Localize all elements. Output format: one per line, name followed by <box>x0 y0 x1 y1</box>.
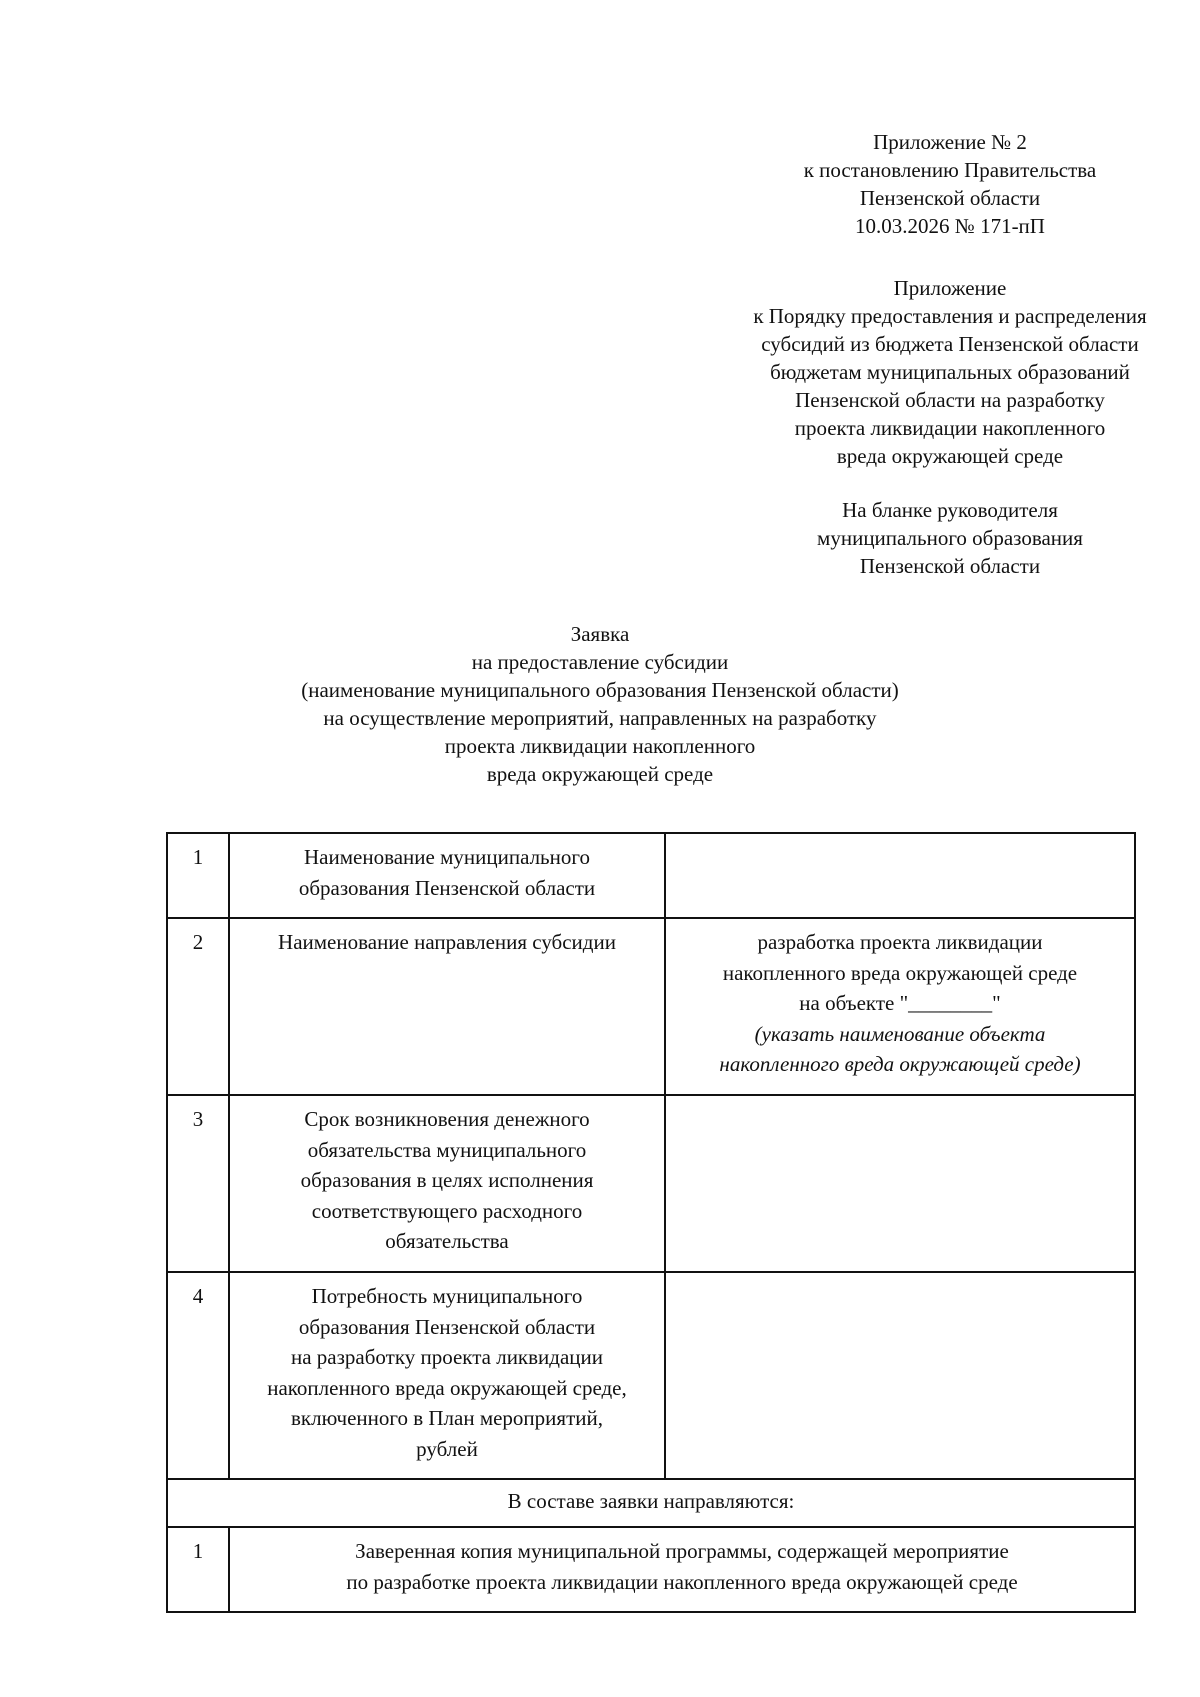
row-value-empty <box>665 1272 1135 1479</box>
label-line: Наименование муниципального <box>304 845 590 869</box>
application-form-table <box>166 832 1136 1613</box>
value-note-line: накопленного вреда окружающей среде) <box>719 1052 1081 1076</box>
label-line: образования в целях исполнения <box>300 1168 594 1192</box>
table-row <box>167 1095 1135 1272</box>
appendix-2-header <box>700 128 1200 240</box>
label-line: обязательства <box>385 1229 509 1253</box>
header-line: субсидий из бюджета Пензенской области <box>761 332 1139 356</box>
table-row <box>167 833 1135 918</box>
header-line: проекта ликвидации накопленного <box>794 416 1106 440</box>
letterhead-line: Пензенской области <box>859 554 1041 578</box>
attachment-number: 1 <box>167 1527 229 1612</box>
label-line: обязательства муниципального <box>307 1137 587 1162</box>
label-line: на разработку проекта ликвидации <box>290 1345 604 1369</box>
title-line: Заявка <box>570 622 630 646</box>
header-line: Приложение № 2 <box>873 130 1027 154</box>
section-header: В составе заявки направляются: <box>167 1479 1135 1527</box>
table-row <box>167 918 1135 1095</box>
value-line: на объекте "________" <box>799 991 1001 1015</box>
label-line: образования Пензенской области <box>298 1314 596 1339</box>
label-line: рублей <box>416 1436 478 1461</box>
title-line: на предоставление субсидии <box>471 650 729 674</box>
attachment-text <box>229 1527 1135 1612</box>
row-value <box>665 918 1135 1095</box>
row-value-empty <box>665 833 1135 918</box>
row-number: 2 <box>167 918 229 1095</box>
row-label <box>229 833 665 918</box>
header-line: Приложение <box>893 276 1007 300</box>
row-number: 3 <box>167 1095 229 1272</box>
letterhead-note <box>700 496 1200 580</box>
row-label <box>229 918 665 1095</box>
row-number: 4 <box>167 1272 229 1479</box>
label-line: включенного в План мероприятий, <box>291 1406 603 1430</box>
label-line: накопленного вреда окружающей среде, <box>267 1375 627 1400</box>
row-label <box>229 1095 665 1272</box>
row-label <box>229 1272 665 1479</box>
label-line: соответствующего расходного <box>311 1198 583 1223</box>
value-line: накопленного вреда окружающей среде <box>722 960 1078 985</box>
header-line: Пензенской области <box>859 186 1041 210</box>
row-value-empty <box>665 1095 1135 1272</box>
decree-date-number: 10.03.2026 № 171-пП <box>855 214 1045 238</box>
row-number: 1 <box>167 833 229 918</box>
attachment-line: Заверенная копия муниципальной программы, содержащей мероприятие <box>355 1539 1009 1563</box>
letterhead-line: На бланке руководителя <box>842 498 1058 522</box>
label-line: образования Пензенской области <box>298 875 596 900</box>
title-line: вреда окружающей среде <box>486 762 714 786</box>
application-title <box>150 620 1050 788</box>
title-line: проекта ликвидации накопленного <box>444 734 756 758</box>
attachment-line: по разработке проекта ликвидации накопленного вреда окружающей среде <box>346 1569 1018 1594</box>
letterhead-line: муниципального образования <box>817 526 1083 550</box>
label-line: Наименование направления субсидии <box>278 930 616 954</box>
label-line: Потребность муниципального <box>311 1284 583 1308</box>
title-line: на осуществление мероприятий, направленных на разработку <box>323 706 877 730</box>
section-header-row <box>167 1479 1135 1527</box>
label-line: Срок возникновения денежного <box>304 1107 590 1131</box>
table-row <box>167 1272 1135 1479</box>
title-line: (наименование муниципального образования Пензенской области) <box>301 678 899 702</box>
value-line: разработка проекта ликвидации <box>757 930 1043 954</box>
attachment-row <box>167 1527 1135 1612</box>
appendix-order-header <box>640 274 1200 470</box>
header-line: вреда окружающей среде <box>836 444 1064 468</box>
header-line: Пензенской области на разработку <box>795 388 1105 412</box>
header-line: к постановлению Правительства <box>803 158 1097 182</box>
header-line: к Порядку предоставления и распределения <box>753 304 1147 328</box>
header-line: бюджетам муниципальных образований <box>770 360 1130 384</box>
value-note-line: (указать наименование объекта <box>754 1021 1046 1046</box>
